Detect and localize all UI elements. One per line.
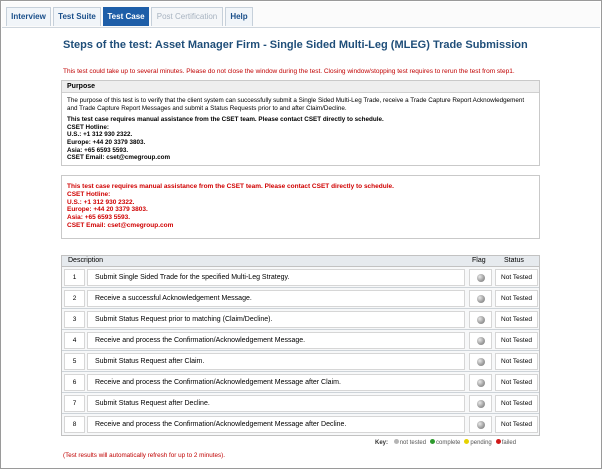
purpose-panel: [61, 80, 540, 166]
rerun-warning: This test could take up to several minutes. Please do not close the window during the test. Closing window/stopping test requires to rerun the test from step1.: [63, 68, 515, 75]
tab-help[interactable]: Help: [225, 7, 253, 26]
step-flag: [469, 332, 492, 349]
step-status: Not Tested: [495, 332, 538, 349]
table-row: [62, 351, 539, 372]
step-description: Receive a successful Acknowledgement Message.: [87, 290, 465, 307]
tab-post-certification: Post Certification: [151, 7, 223, 26]
step-number: 7: [64, 395, 85, 412]
status-dot-icon: [477, 379, 485, 387]
refresh-note: (Test results will automatically refresh for up to 2 minutes).: [63, 452, 226, 459]
table-row: [62, 393, 539, 414]
status-dot-icon: [477, 295, 485, 303]
step-flag: [469, 311, 492, 328]
notice-line: U.S.: +1 312 930 2322.: [67, 198, 135, 206]
key-dot-icon: [496, 439, 501, 444]
step-description: Submit Status Request after Decline.: [87, 395, 465, 412]
step-flag: [469, 269, 492, 286]
table-row: [62, 330, 539, 351]
purpose-contact-line: Europe: +44 20 3379 3803.: [67, 138, 146, 146]
tab-interview[interactable]: Interview: [6, 7, 51, 26]
table-row: [62, 288, 539, 309]
column-description: Description: [68, 257, 104, 264]
key-item-label: failed: [501, 440, 517, 447]
table-row: [62, 372, 539, 393]
status-dot-icon: [477, 358, 485, 366]
notice-line: This test case requires manual assistance from the CSET team. Please contact CSET directly to schedule.: [67, 183, 394, 190]
step-status: Not Tested: [495, 353, 538, 370]
key-dot-icon: [430, 439, 435, 444]
tab-test-suite[interactable]: Test Suite: [53, 7, 101, 26]
column-flag: Flag: [472, 257, 486, 264]
column-status: Status: [504, 257, 524, 264]
test-steps-table: [61, 255, 540, 436]
key-label: Key:: [375, 440, 389, 447]
key-item-label: not tested: [399, 440, 427, 447]
status-dot-icon: [477, 316, 485, 324]
status-dot-icon: [477, 274, 485, 282]
step-description: Submit Single Sided Trade for the specified Multi-Leg Strategy.: [87, 269, 465, 286]
purpose-contact-line: CSET Email: cset@cmegroup.com: [67, 154, 171, 162]
table-row: [62, 309, 539, 330]
key-item-label: complete: [436, 440, 461, 447]
table-header: [62, 256, 539, 267]
table-row: [62, 414, 539, 435]
step-status: Not Tested: [495, 311, 538, 328]
step-flag: [469, 290, 492, 307]
notice-line: CSET Hotline:: [67, 190, 111, 198]
step-description: Submit Status Request after Claim.: [87, 353, 465, 370]
key-dot-icon: [394, 439, 399, 444]
table-row: [62, 267, 539, 288]
step-number: 3: [64, 311, 85, 328]
status-dot-icon: [477, 400, 485, 408]
step-flag: [469, 353, 492, 370]
tab-bar: [2, 2, 600, 28]
step-flag: [469, 374, 492, 391]
step-number: 4: [64, 332, 85, 349]
step-number: 1: [64, 269, 85, 286]
step-number: 5: [64, 353, 85, 370]
step-description: Submit Status Request prior to matching (Claim/Decline).: [87, 311, 465, 328]
step-status: Not Tested: [495, 290, 538, 307]
step-description: Receive and process the Confirmation/Acknowledgement Message.: [87, 332, 465, 349]
step-status: Not Tested: [495, 395, 538, 412]
status-dot-icon: [477, 337, 485, 345]
purpose-contact-line: This test case requires manual assistance from the CSET team. Please contact CSET directly to schedule.: [67, 116, 384, 124]
step-description: Receive and process the Confirmation/Acknowledgement Message after Decline.: [87, 416, 465, 433]
step-status: Not Tested: [495, 374, 538, 391]
notice-line: Europe: +44 20 3379 3803.: [67, 206, 148, 214]
purpose-contact-line: Asia: +65 6593 5593.: [67, 146, 129, 154]
notice-line: Asia: +65 6593 5593.: [67, 214, 131, 222]
status-dot-icon: [477, 421, 485, 429]
purpose-text: The purpose of this test is to verify that the client system can successfully submit a Single Sided Multi-Leg Trade, receive a Trade Capture Report Acknowledgement and Trade Capture Report Messages and submit a Status Requests prior to and after Claim/Decline.: [67, 97, 525, 112]
step-number: 2: [64, 290, 85, 307]
step-status: Not Tested: [495, 269, 538, 286]
page-title: Steps of the test: Asset Manager Firm - Single Sided Multi-Leg (MLEG) Trade Submission: [63, 39, 528, 51]
notice-line: CSET Email: cset@cmegroup.com: [67, 221, 174, 229]
step-flag: [469, 416, 492, 433]
purpose-contact-line: U.S.: +1 312 930 2322.: [67, 131, 133, 139]
key-dot-icon: [464, 439, 469, 444]
step-number: 8: [64, 416, 85, 433]
step-description: Receive and process the Confirmation/Acknowledgement Message after Claim.: [87, 374, 465, 391]
step-flag: [469, 395, 492, 412]
purpose-header: Purpose: [62, 81, 539, 93]
status-key: [375, 440, 516, 446]
key-item-label: pending: [470, 440, 492, 447]
step-status: Not Tested: [495, 416, 538, 433]
tab-test-case[interactable]: Test Case: [103, 7, 149, 26]
purpose-contact-line: CSET Hotline:: [67, 123, 109, 131]
step-number: 6: [64, 374, 85, 391]
